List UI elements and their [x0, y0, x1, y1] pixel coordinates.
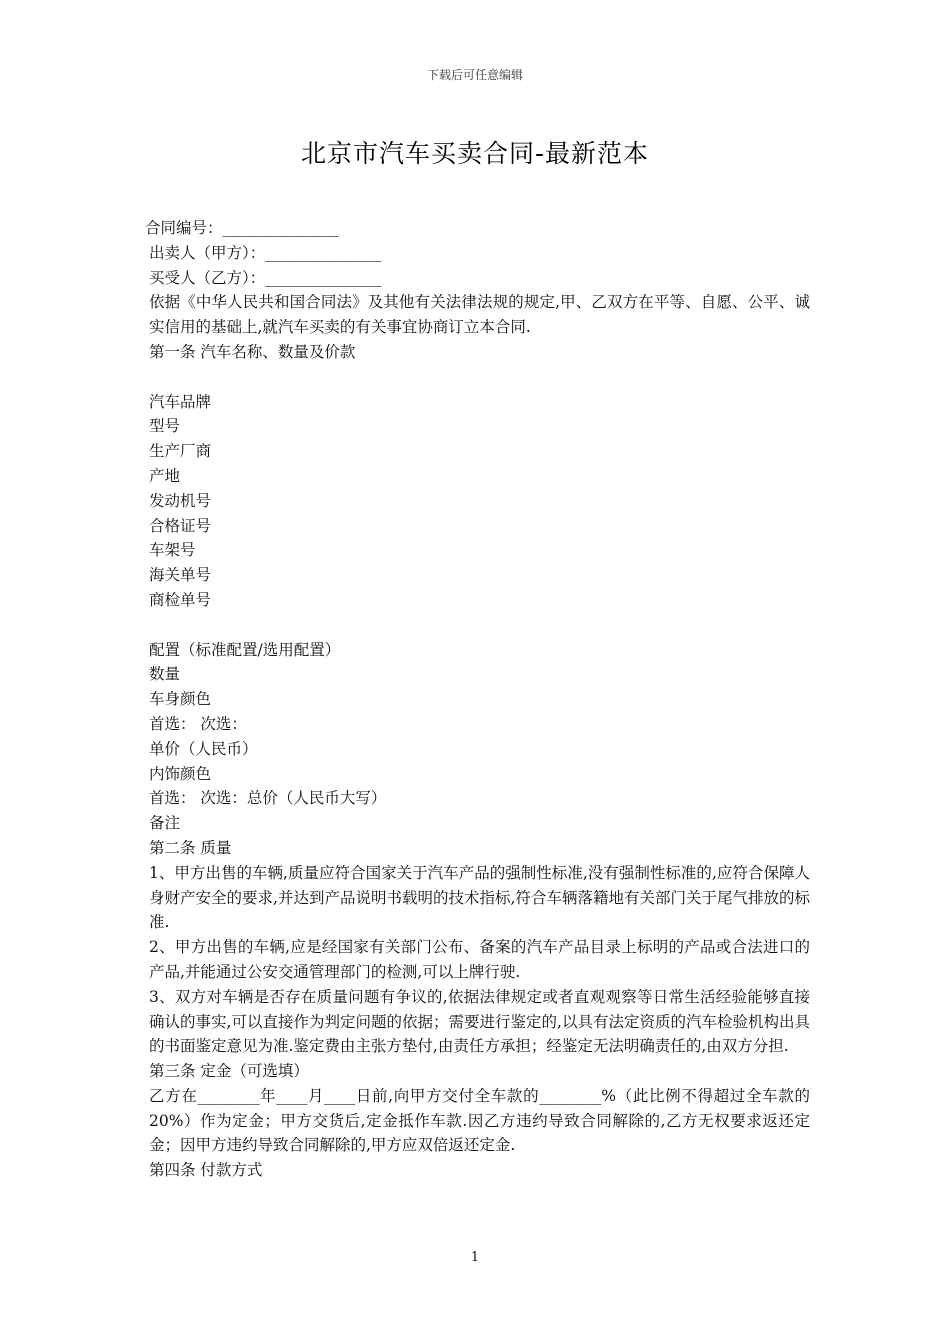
spacer: [145, 365, 810, 390]
item-inspection-no: 商检单号: [149, 590, 212, 609]
spacer: [145, 613, 810, 638]
item-body-color: 车身颜色: [149, 690, 212, 709]
article-3-heading: 第三条 定金（可选填）: [149, 1062, 309, 1081]
item-origin: 产地: [149, 466, 181, 485]
item-unit-price: 单价（人民币）: [149, 739, 258, 758]
item-model: 型号: [149, 417, 181, 436]
item-frame-no: 车架号: [149, 541, 196, 560]
article-2-clause-3: 3、双方对车辆是否存在质量问题有争议的,依据法律规定或者直观观察等日常生活经验能够直接确认的事实,可以直接作为判定问题的依据；需要进行鉴定的,以具有法定资质的汽车检验机构出具的书面鉴定意见为准.鉴定费由主张方垫付,由责任方承担；经鉴定无法明确责任的,由双方分担.: [149, 987, 810, 1056]
article-1-heading: 第一条 汽车名称、数量及价款: [149, 342, 356, 361]
article-3-paragraph: 乙方在________年____月____日前,向甲方交付全车款的________%（此比例不得超过全车款的20%）作为定金；甲方交货后,定金抵作车款.因乙方违约导致合同解除的,乙方无权要求返还定金；因甲方违约导致合同解除的,甲方应双倍返还定金.: [149, 1086, 810, 1155]
item-manufacturer: 生产厂商: [149, 442, 212, 461]
item-certificate-no: 合格证号: [149, 516, 212, 535]
header-note: 下载后可任意编辑: [426, 68, 523, 82]
article-2-clause-2: 2、甲方出售的车辆,应是经国家有关部门公布、备案的汽车产品目录上标明的产品或合法进口的产品,并能通过公安交通管理部门的检测,可以上牌行驶.: [149, 938, 810, 981]
item-total-price: 首选： 次选：总价（人民币大写）: [149, 789, 387, 808]
item-color-choice: 首选： 次选：: [149, 714, 247, 733]
article-2-heading: 第二条 质量: [149, 838, 232, 857]
seller-field: 出卖人（甲方）：_______________: [149, 243, 382, 262]
item-remarks: 备注: [149, 814, 181, 833]
buyer-field: 买受人（乙方）：_______________: [149, 268, 382, 287]
intro-paragraph: 依据《中华人民共和国合同法》及其他有关法律法规的规定,甲、乙双方在平等、自愿、公平、诚实信用的基础上,就汽车买卖的有关事宜协商订立本合同.: [149, 293, 810, 337]
item-brand: 汽车品牌: [149, 392, 212, 411]
item-interior-color: 内饰颜色: [149, 764, 212, 783]
item-quantity: 数量: [149, 665, 181, 684]
document-title: 北京市汽车买卖合同-最新范本: [300, 139, 650, 168]
item-engine-no: 发动机号: [149, 491, 212, 510]
page-number: 1: [470, 1250, 480, 1265]
contract-body: [145, 216, 810, 1183]
contract-number-field: 合同编号：_______________: [145, 219, 339, 237]
article-4-heading: 第四条 付款方式: [149, 1161, 263, 1180]
article-2-clause-1: 1、甲方出售的车辆,质量应符合国家关于汽车产品的强制性标准,没有强制性标准的,应符合保障人身财产安全的要求,并达到产品说明书载明的技术指标,符合车辆落籍地有关部门关于尾气排放的标准.: [149, 863, 810, 932]
item-customs-no: 海关单号: [149, 566, 212, 585]
item-configuration: 配置（标准配置/选用配置）: [149, 640, 341, 659]
